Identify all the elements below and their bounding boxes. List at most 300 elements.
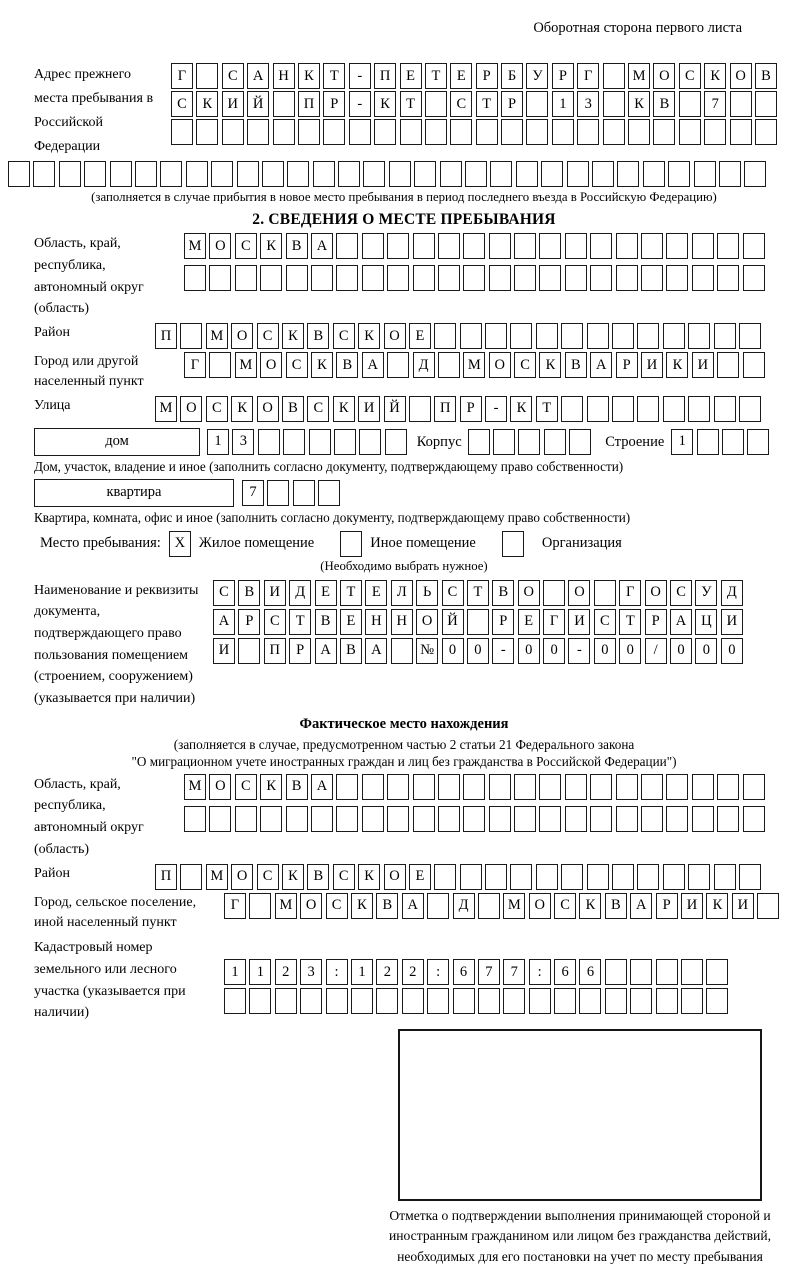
char-box[interactable] <box>567 161 589 187</box>
char-box[interactable] <box>463 233 485 259</box>
char-box[interactable] <box>603 119 625 145</box>
char-box[interactable] <box>489 774 511 800</box>
char-box[interactable]: Р <box>492 609 514 635</box>
char-box[interactable]: В <box>755 63 777 89</box>
char-box[interactable]: М <box>463 352 485 378</box>
char-box[interactable]: А <box>213 609 235 635</box>
char-box[interactable] <box>514 265 536 291</box>
char-box[interactable] <box>717 774 739 800</box>
char-box[interactable] <box>561 396 583 422</box>
char-box[interactable] <box>385 429 407 455</box>
char-box[interactable]: С <box>679 63 701 89</box>
char-box[interactable] <box>688 323 710 349</box>
char-box[interactable]: 2 <box>275 959 297 985</box>
char-box[interactable]: Д <box>413 352 435 378</box>
char-box[interactable] <box>391 638 413 664</box>
char-box[interactable]: 2 <box>402 959 424 985</box>
char-box[interactable] <box>362 806 384 832</box>
char-box[interactable]: С <box>206 396 228 422</box>
char-box[interactable]: П <box>264 638 286 664</box>
char-box[interactable]: 3 <box>232 429 254 455</box>
char-box[interactable] <box>478 893 500 919</box>
char-box[interactable] <box>336 774 358 800</box>
char-box[interactable] <box>362 233 384 259</box>
char-box[interactable] <box>237 161 259 187</box>
char-box[interactable] <box>438 352 460 378</box>
char-box[interactable] <box>544 429 566 455</box>
char-box[interactable]: К <box>358 323 380 349</box>
char-box[interactable] <box>311 806 333 832</box>
char-box[interactable]: Г <box>184 352 206 378</box>
char-box[interactable]: 0 <box>442 638 464 664</box>
char-box[interactable]: С <box>213 580 235 606</box>
char-box[interactable] <box>543 580 565 606</box>
char-box[interactable] <box>637 396 659 422</box>
char-box[interactable] <box>747 429 769 455</box>
char-box[interactable] <box>318 480 340 506</box>
char-box[interactable] <box>460 323 482 349</box>
char-box[interactable]: О <box>180 396 202 422</box>
char-box[interactable]: - <box>485 396 507 422</box>
char-box[interactable]: В <box>653 91 675 117</box>
char-box[interactable]: О <box>384 323 406 349</box>
char-box[interactable]: Т <box>536 396 558 422</box>
char-box[interactable]: Р <box>476 63 498 89</box>
char-box[interactable] <box>238 638 260 664</box>
char-box[interactable] <box>323 119 345 145</box>
char-box[interactable] <box>510 323 532 349</box>
char-box[interactable] <box>714 864 736 890</box>
char-box[interactable] <box>409 396 431 422</box>
char-box[interactable]: 6 <box>579 959 601 985</box>
char-box[interactable] <box>171 119 193 145</box>
char-box[interactable] <box>427 988 449 1014</box>
char-box[interactable]: С <box>222 63 244 89</box>
char-box[interactable] <box>590 233 612 259</box>
char-box[interactable] <box>643 161 665 187</box>
char-box[interactable] <box>743 352 765 378</box>
char-box[interactable]: Т <box>619 609 641 635</box>
char-box[interactable]: С <box>514 352 536 378</box>
char-box[interactable]: П <box>374 63 396 89</box>
char-box[interactable]: И <box>641 352 663 378</box>
char-box[interactable] <box>503 988 525 1014</box>
char-box[interactable] <box>196 119 218 145</box>
char-box[interactable]: / <box>645 638 667 664</box>
char-box[interactable]: А <box>670 609 692 635</box>
char-box[interactable] <box>468 429 490 455</box>
char-box[interactable] <box>298 119 320 145</box>
char-box[interactable] <box>351 988 373 1014</box>
char-box[interactable]: О <box>645 580 667 606</box>
char-box[interactable]: Б <box>501 63 523 89</box>
char-box[interactable]: А <box>402 893 424 919</box>
char-box[interactable]: О <box>300 893 322 919</box>
char-box[interactable] <box>743 774 765 800</box>
char-box[interactable] <box>706 988 728 1014</box>
char-box[interactable] <box>717 233 739 259</box>
char-box[interactable] <box>211 161 233 187</box>
char-box[interactable] <box>184 806 206 832</box>
char-box[interactable]: Г <box>577 63 599 89</box>
char-box[interactable]: 3 <box>300 959 322 985</box>
char-box[interactable]: 1 <box>224 959 246 985</box>
char-box[interactable] <box>565 233 587 259</box>
char-box[interactable] <box>300 988 322 1014</box>
char-box[interactable] <box>628 119 650 145</box>
char-box[interactable]: 0 <box>543 638 565 664</box>
char-box[interactable] <box>541 161 563 187</box>
char-box[interactable]: М <box>275 893 297 919</box>
char-box[interactable] <box>286 265 308 291</box>
char-box[interactable] <box>413 233 435 259</box>
char-box[interactable]: У <box>526 63 548 89</box>
char-box[interactable]: 6 <box>453 959 475 985</box>
char-box[interactable] <box>516 161 538 187</box>
char-box[interactable] <box>414 161 436 187</box>
char-box[interactable]: О <box>209 233 231 259</box>
char-box[interactable] <box>612 864 634 890</box>
char-box[interactable]: Р <box>616 352 638 378</box>
char-box[interactable]: К <box>231 396 253 422</box>
char-box[interactable]: Й <box>442 609 464 635</box>
char-box[interactable] <box>526 91 548 117</box>
char-box[interactable] <box>235 806 257 832</box>
char-box[interactable] <box>33 161 55 187</box>
char-box[interactable] <box>590 806 612 832</box>
char-box[interactable]: О <box>416 609 438 635</box>
char-box[interactable] <box>489 265 511 291</box>
char-box[interactable] <box>453 988 475 1014</box>
char-box[interactable] <box>434 323 456 349</box>
char-box[interactable]: К <box>333 396 355 422</box>
char-box[interactable]: Р <box>645 609 667 635</box>
char-box[interactable]: И <box>264 580 286 606</box>
char-box[interactable]: Р <box>656 893 678 919</box>
char-box[interactable] <box>293 480 315 506</box>
char-box[interactable] <box>186 161 208 187</box>
char-box[interactable] <box>362 265 384 291</box>
char-box[interactable]: А <box>362 352 384 378</box>
char-box[interactable]: К <box>358 864 380 890</box>
char-box[interactable] <box>463 774 485 800</box>
char-box[interactable] <box>359 429 381 455</box>
char-box[interactable]: Е <box>518 609 540 635</box>
char-box[interactable]: Н <box>391 609 413 635</box>
char-box[interactable] <box>326 988 348 1014</box>
char-box[interactable] <box>637 323 659 349</box>
char-box[interactable] <box>425 119 447 145</box>
char-box[interactable] <box>387 265 409 291</box>
char-box[interactable]: 0 <box>518 638 540 664</box>
char-box[interactable] <box>565 806 587 832</box>
char-box[interactable]: П <box>298 91 320 117</box>
char-box[interactable]: 0 <box>467 638 489 664</box>
char-box[interactable]: В <box>492 580 514 606</box>
char-box[interactable]: В <box>286 233 308 259</box>
char-box[interactable] <box>467 609 489 635</box>
char-box[interactable]: М <box>155 396 177 422</box>
char-box[interactable] <box>536 323 558 349</box>
char-box[interactable] <box>490 161 512 187</box>
char-box[interactable] <box>663 323 685 349</box>
char-box[interactable]: Й <box>384 396 406 422</box>
char-box[interactable] <box>209 352 231 378</box>
char-box[interactable]: О <box>730 63 752 89</box>
char-box[interactable] <box>501 119 523 145</box>
char-box[interactable]: В <box>565 352 587 378</box>
char-box[interactable] <box>561 323 583 349</box>
char-box[interactable] <box>275 988 297 1014</box>
char-box[interactable] <box>656 988 678 1014</box>
char-box[interactable]: В <box>605 893 627 919</box>
char-box[interactable] <box>489 806 511 832</box>
char-box[interactable]: М <box>206 323 228 349</box>
char-box[interactable] <box>209 806 231 832</box>
char-box[interactable]: 0 <box>619 638 641 664</box>
char-box[interactable]: К <box>311 352 333 378</box>
char-box[interactable]: М <box>184 233 206 259</box>
char-box[interactable] <box>510 864 532 890</box>
char-box[interactable]: 1 <box>552 91 574 117</box>
char-box[interactable] <box>587 323 609 349</box>
char-box[interactable]: К <box>579 893 601 919</box>
char-box[interactable] <box>311 265 333 291</box>
char-box[interactable]: В <box>336 352 358 378</box>
char-box[interactable]: В <box>286 774 308 800</box>
char-box[interactable] <box>387 774 409 800</box>
char-box[interactable] <box>224 988 246 1014</box>
char-box[interactable] <box>249 893 271 919</box>
char-box[interactable]: X <box>169 531 191 557</box>
char-box[interactable]: - <box>568 638 590 664</box>
char-box[interactable]: С <box>333 864 355 890</box>
char-box[interactable] <box>463 265 485 291</box>
char-box[interactable]: С <box>257 864 279 890</box>
char-box[interactable] <box>697 429 719 455</box>
char-box[interactable] <box>438 774 460 800</box>
char-box[interactable] <box>180 864 202 890</box>
char-box[interactable]: О <box>257 396 279 422</box>
char-box[interactable]: П <box>434 396 456 422</box>
char-box[interactable] <box>688 864 710 890</box>
char-box[interactable] <box>717 265 739 291</box>
char-box[interactable]: В <box>307 864 329 890</box>
char-box[interactable]: К <box>704 63 726 89</box>
char-box[interactable]: Л <box>391 580 413 606</box>
char-box[interactable] <box>692 233 714 259</box>
char-box[interactable] <box>694 161 716 187</box>
char-box[interactable]: 1 <box>351 959 373 985</box>
char-box[interactable]: М <box>206 864 228 890</box>
char-box[interactable] <box>313 161 335 187</box>
char-box[interactable]: Р <box>238 609 260 635</box>
char-box[interactable] <box>603 91 625 117</box>
char-box[interactable]: Г <box>171 63 193 89</box>
char-box[interactable] <box>309 429 331 455</box>
char-box[interactable]: С <box>264 609 286 635</box>
char-box[interactable] <box>400 119 422 145</box>
char-box[interactable]: 7 <box>503 959 525 985</box>
char-box[interactable] <box>666 806 688 832</box>
char-box[interactable] <box>755 119 777 145</box>
char-box[interactable] <box>334 429 356 455</box>
char-box[interactable]: Р <box>289 638 311 664</box>
char-box[interactable]: 2 <box>376 959 398 985</box>
char-box[interactable] <box>679 91 701 117</box>
char-box[interactable] <box>493 429 515 455</box>
char-box[interactable] <box>425 91 447 117</box>
char-box[interactable] <box>260 806 282 832</box>
char-box[interactable] <box>688 396 710 422</box>
char-box[interactable]: А <box>311 233 333 259</box>
char-box[interactable]: В <box>238 580 260 606</box>
char-box[interactable] <box>565 774 587 800</box>
char-box[interactable] <box>349 119 371 145</box>
char-box[interactable]: К <box>282 864 304 890</box>
char-box[interactable]: М <box>235 352 257 378</box>
char-box[interactable] <box>719 161 741 187</box>
char-box[interactable] <box>450 119 472 145</box>
char-box[interactable]: Н <box>273 63 295 89</box>
char-box[interactable] <box>739 323 761 349</box>
char-box[interactable] <box>438 265 460 291</box>
char-box[interactable]: Т <box>289 609 311 635</box>
char-box[interactable] <box>612 396 634 422</box>
char-box[interactable] <box>692 774 714 800</box>
char-box[interactable] <box>641 233 663 259</box>
char-box[interactable] <box>247 119 269 145</box>
char-box[interactable]: - <box>492 638 514 664</box>
char-box[interactable]: Т <box>467 580 489 606</box>
char-box[interactable]: Д <box>453 893 475 919</box>
char-box[interactable]: Н <box>365 609 387 635</box>
char-box[interactable] <box>539 233 561 259</box>
char-box[interactable] <box>362 774 384 800</box>
char-box[interactable]: К <box>539 352 561 378</box>
char-box[interactable]: С <box>554 893 576 919</box>
char-box[interactable] <box>529 988 551 1014</box>
char-box[interactable] <box>590 774 612 800</box>
char-box[interactable] <box>460 864 482 890</box>
char-box[interactable] <box>743 806 765 832</box>
char-box[interactable] <box>184 265 206 291</box>
char-box[interactable]: В <box>282 396 304 422</box>
char-box[interactable]: О <box>209 774 231 800</box>
char-box[interactable]: Е <box>315 580 337 606</box>
char-box[interactable] <box>743 265 765 291</box>
char-box[interactable] <box>552 119 574 145</box>
char-box[interactable] <box>273 91 295 117</box>
char-box[interactable]: В <box>340 638 362 664</box>
char-box[interactable] <box>612 323 634 349</box>
char-box[interactable] <box>739 864 761 890</box>
char-box[interactable] <box>706 959 728 985</box>
char-box[interactable]: Р <box>460 396 482 422</box>
char-box[interactable] <box>641 265 663 291</box>
char-box[interactable] <box>539 265 561 291</box>
char-box[interactable]: С <box>286 352 308 378</box>
char-box[interactable] <box>286 806 308 832</box>
char-box[interactable] <box>402 988 424 1014</box>
char-box[interactable] <box>663 396 685 422</box>
char-box[interactable] <box>717 806 739 832</box>
char-box[interactable]: П <box>155 323 177 349</box>
char-box[interactable] <box>485 864 507 890</box>
char-box[interactable]: Т <box>400 91 422 117</box>
char-box[interactable] <box>502 531 524 557</box>
char-box[interactable] <box>260 265 282 291</box>
char-box[interactable] <box>485 323 507 349</box>
char-box[interactable] <box>539 774 561 800</box>
char-box[interactable] <box>641 774 663 800</box>
char-box[interactable]: К <box>666 352 688 378</box>
char-box[interactable]: С <box>235 233 257 259</box>
char-box[interactable]: О <box>568 580 590 606</box>
char-box[interactable] <box>587 864 609 890</box>
char-box[interactable]: К <box>351 893 373 919</box>
char-box[interactable]: С <box>670 580 692 606</box>
char-box[interactable] <box>641 806 663 832</box>
char-box[interactable]: : <box>326 959 348 985</box>
char-box[interactable] <box>440 161 462 187</box>
char-box[interactable] <box>714 396 736 422</box>
char-box[interactable]: С <box>307 396 329 422</box>
char-box[interactable] <box>539 806 561 832</box>
char-box[interactable]: Р <box>501 91 523 117</box>
char-box[interactable] <box>389 161 411 187</box>
char-box[interactable] <box>739 396 761 422</box>
char-box[interactable] <box>617 161 639 187</box>
char-box[interactable] <box>692 265 714 291</box>
char-box[interactable] <box>757 893 779 919</box>
char-box[interactable] <box>587 396 609 422</box>
char-box[interactable]: Г <box>543 609 565 635</box>
char-box[interactable]: И <box>358 396 380 422</box>
char-box[interactable]: В <box>307 323 329 349</box>
char-box[interactable] <box>438 233 460 259</box>
char-box[interactable]: С <box>326 893 348 919</box>
char-box[interactable]: К <box>628 91 650 117</box>
char-box[interactable]: Д <box>721 580 743 606</box>
char-box[interactable]: К <box>374 91 396 117</box>
char-box[interactable]: № <box>416 638 438 664</box>
char-box[interactable] <box>267 480 289 506</box>
char-box[interactable]: И <box>213 638 235 664</box>
char-box[interactable]: 0 <box>695 638 717 664</box>
char-box[interactable] <box>744 161 766 187</box>
char-box[interactable] <box>592 161 614 187</box>
char-box[interactable] <box>630 988 652 1014</box>
char-box[interactable] <box>273 119 295 145</box>
char-box[interactable]: М <box>503 893 525 919</box>
char-box[interactable] <box>336 265 358 291</box>
char-box[interactable] <box>717 352 739 378</box>
char-box[interactable]: С <box>442 580 464 606</box>
char-box[interactable]: 1 <box>207 429 229 455</box>
char-box[interactable]: Т <box>340 580 362 606</box>
char-box[interactable]: Е <box>340 609 362 635</box>
char-box[interactable]: А <box>315 638 337 664</box>
char-box[interactable]: И <box>568 609 590 635</box>
char-box[interactable] <box>518 429 540 455</box>
char-box[interactable] <box>8 161 30 187</box>
char-box[interactable]: А <box>311 774 333 800</box>
char-box[interactable] <box>387 352 409 378</box>
char-box[interactable] <box>526 119 548 145</box>
char-box[interactable]: О <box>231 323 253 349</box>
char-box[interactable]: Ц <box>695 609 717 635</box>
